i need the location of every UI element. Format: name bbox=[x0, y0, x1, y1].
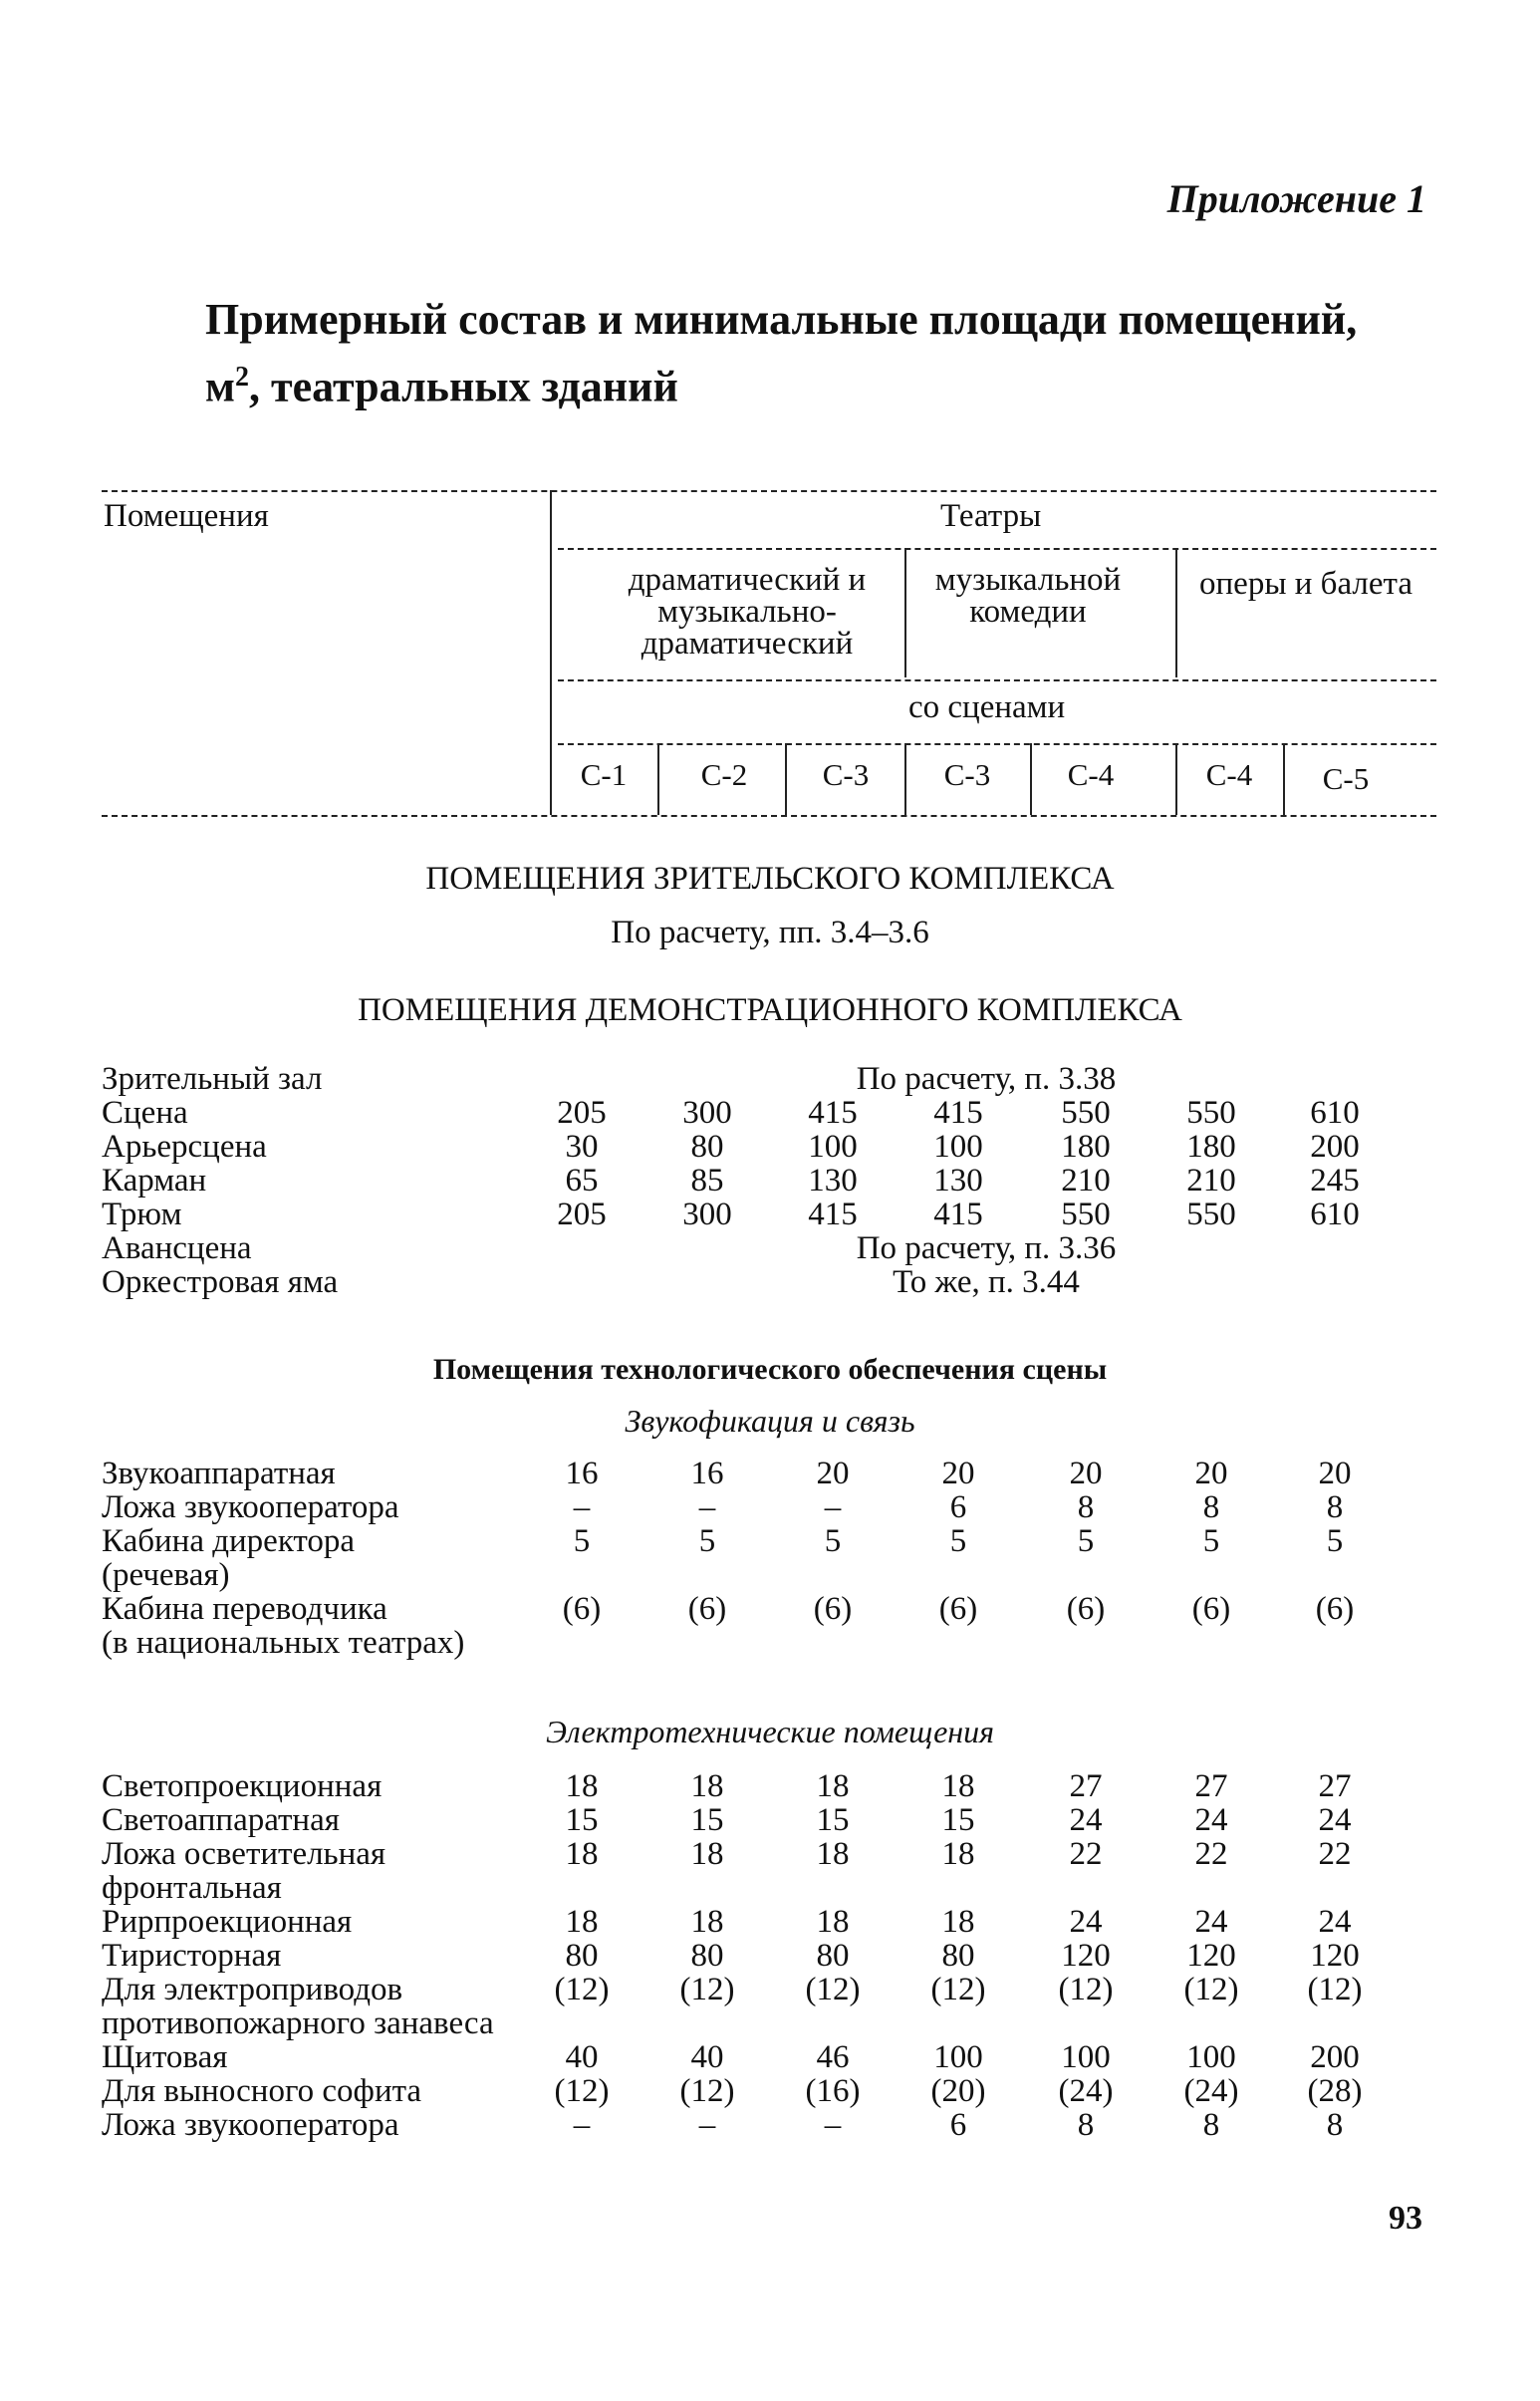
stage-label: С-2 bbox=[700, 757, 748, 792]
header-musical: музыкальной комедии bbox=[934, 562, 1122, 630]
table-cell: 20 bbox=[1194, 1456, 1228, 1491]
table-cell: 18 bbox=[816, 1904, 850, 1940]
table-cell: (24) bbox=[1183, 2073, 1239, 2109]
stage-divider-6 bbox=[1283, 743, 1285, 815]
table-cell: 18 bbox=[690, 1904, 724, 1940]
row-label: Для выносного софита bbox=[102, 2073, 422, 2109]
table-cell: 85 bbox=[690, 1163, 724, 1199]
table-cell: 200 bbox=[1310, 2039, 1360, 2075]
row-label: Светоаппаратная bbox=[102, 1802, 340, 1838]
table-cell: 18 bbox=[941, 1904, 975, 1940]
table-cell: (6) bbox=[687, 1591, 727, 1627]
row-label: Арьерсцена bbox=[102, 1129, 267, 1165]
table-row bbox=[0, 1939, 1540, 1973]
table-row bbox=[0, 1523, 1540, 1593]
table-cell: 100 bbox=[808, 1129, 858, 1165]
table-cell: 5 bbox=[573, 1523, 591, 1559]
table-cell: 6 bbox=[949, 1489, 967, 1525]
table-cell: 130 bbox=[933, 1163, 983, 1199]
stage-label: С-5 bbox=[1322, 761, 1370, 796]
table-cell: 550 bbox=[1186, 1197, 1236, 1232]
row-note: По расчету, п. 3.38 bbox=[856, 1061, 1117, 1097]
table-cell: 80 bbox=[941, 1938, 975, 1974]
row-label: Щитовая bbox=[102, 2039, 228, 2075]
table-cell: 27 bbox=[1069, 1768, 1103, 1804]
table-cell: 5 bbox=[949, 1523, 967, 1559]
header-divider-drama bbox=[904, 548, 906, 677]
header-drama: драматический и музыкально-драматический bbox=[628, 562, 867, 662]
header-rooms: Помещения bbox=[104, 498, 269, 534]
table-row bbox=[0, 1198, 1540, 1231]
table-cell: 15 bbox=[941, 1802, 975, 1838]
table-row bbox=[0, 1836, 1540, 1906]
table-cell: 24 bbox=[1318, 1904, 1352, 1940]
table-cell: 80 bbox=[690, 1938, 724, 1974]
row-label: Ложа осветительная bbox=[102, 1836, 386, 1872]
table-cell: 8 bbox=[1077, 2107, 1095, 2143]
header-rule-2 bbox=[558, 548, 1436, 550]
title-line-2-prefix: м bbox=[205, 362, 235, 411]
row-label: Для электроприводов bbox=[102, 1972, 403, 2007]
row-label: Карман bbox=[102, 1163, 207, 1199]
table-cell: 210 bbox=[1186, 1163, 1236, 1199]
header-opera: оперы и балета bbox=[1199, 566, 1412, 602]
table-cell: 18 bbox=[565, 1836, 599, 1872]
row-label: Зрительный зал bbox=[102, 1061, 323, 1097]
table-cell: (6) bbox=[1066, 1591, 1106, 1627]
table-cell: 16 bbox=[690, 1456, 724, 1491]
row-label-continued: (речевая) bbox=[102, 1557, 230, 1593]
table-cell: 22 bbox=[1069, 1836, 1103, 1872]
title-line-1: Примерный состав и минимальные площади помещений, bbox=[205, 295, 1358, 344]
table-cell: (6) bbox=[938, 1591, 978, 1627]
header-rule-3 bbox=[558, 679, 1436, 681]
row-label: Ложа звукооператора bbox=[102, 2107, 399, 2143]
table-cell: (12) bbox=[930, 1972, 986, 2007]
table-row bbox=[0, 1591, 1540, 1661]
table-cell: 15 bbox=[816, 1802, 850, 1838]
table-row bbox=[0, 2108, 1540, 2142]
table-cell: 20 bbox=[941, 1456, 975, 1491]
table-row bbox=[0, 2040, 1540, 2074]
table-cell: (28) bbox=[1307, 2073, 1363, 2109]
table-cell: – bbox=[824, 1489, 842, 1525]
table-cell: (12) bbox=[679, 2073, 735, 2109]
page-number: 93 bbox=[1389, 2200, 1422, 2237]
table-cell: (12) bbox=[554, 1972, 610, 2007]
table-row bbox=[0, 1457, 1540, 1490]
table-cell: 18 bbox=[816, 1836, 850, 1872]
header-theaters: Театры bbox=[940, 498, 1042, 534]
table-cell: 18 bbox=[565, 1768, 599, 1804]
table-cell: 46 bbox=[816, 2039, 850, 2075]
table-cell: 18 bbox=[816, 1768, 850, 1804]
stage-divider-2 bbox=[785, 743, 787, 815]
table-cell: 15 bbox=[690, 1802, 724, 1838]
table-cell: 20 bbox=[816, 1456, 850, 1491]
header-with-stages: со сценами bbox=[908, 689, 1066, 725]
table-cell: 200 bbox=[1310, 1129, 1360, 1165]
table-cell: 120 bbox=[1186, 1938, 1236, 1974]
table-row bbox=[0, 1803, 1540, 1837]
row-label-continued: противопожарного занавеса bbox=[102, 2005, 494, 2041]
stage-divider-1 bbox=[657, 743, 659, 815]
table-cell: 6 bbox=[949, 2107, 967, 2143]
section-audience-note: По расчету, пп. 3.4–3.6 bbox=[611, 915, 929, 950]
row-label: Звукоаппаратная bbox=[102, 1456, 336, 1491]
table-cell: 24 bbox=[1069, 1904, 1103, 1940]
table-cell: 16 bbox=[565, 1456, 599, 1491]
subsection-electro: Электротехнические помещения bbox=[545, 1714, 995, 1749]
table-cell: 550 bbox=[1061, 1095, 1111, 1131]
table-cell: (12) bbox=[679, 1972, 735, 2007]
section-tech: Помещения технологического обеспечения сцены bbox=[432, 1353, 1108, 1386]
table-cell: – bbox=[573, 2107, 591, 2143]
table-cell: (12) bbox=[554, 2073, 610, 2109]
table-cell: 80 bbox=[816, 1938, 850, 1974]
page-title bbox=[205, 291, 1440, 416]
table-cell: (6) bbox=[1191, 1591, 1231, 1627]
table-row bbox=[0, 1231, 1540, 1265]
table-cell: 100 bbox=[1061, 2039, 1111, 2075]
table-cell: 120 bbox=[1310, 1938, 1360, 1974]
table-cell: (12) bbox=[1183, 1972, 1239, 2007]
table-cell: 300 bbox=[682, 1197, 732, 1232]
table-cell: 610 bbox=[1310, 1197, 1360, 1232]
table-cell: 8 bbox=[1326, 1489, 1344, 1525]
title-superscript: 2 bbox=[234, 362, 249, 393]
table-row bbox=[0, 1062, 1540, 1096]
row-label: Светопроекционная bbox=[102, 1768, 383, 1804]
row-note: По расчету, п. 3.36 bbox=[856, 1230, 1117, 1266]
table-row bbox=[0, 1905, 1540, 1939]
table-row bbox=[0, 1490, 1540, 1524]
table-cell: 65 bbox=[565, 1163, 599, 1199]
header-top-rule bbox=[102, 490, 1436, 492]
table-cell: 550 bbox=[1186, 1095, 1236, 1131]
table-cell: 40 bbox=[690, 2039, 724, 2075]
table-row bbox=[0, 2074, 1540, 2108]
table-cell: (6) bbox=[562, 1591, 602, 1627]
table-cell: 415 bbox=[808, 1197, 858, 1232]
table-cell: 415 bbox=[808, 1095, 858, 1131]
table-cell: 100 bbox=[933, 2039, 983, 2075]
table-row bbox=[0, 1769, 1540, 1803]
table-cell: (12) bbox=[805, 1972, 861, 2007]
row-label-continued: (в национальных театрах) bbox=[102, 1625, 465, 1661]
table-cell: 210 bbox=[1061, 1163, 1111, 1199]
row-note: То же, п. 3.44 bbox=[893, 1264, 1080, 1300]
table-cell: 610 bbox=[1310, 1095, 1360, 1131]
table-cell: 20 bbox=[1318, 1456, 1352, 1491]
table-cell: 180 bbox=[1186, 1129, 1236, 1165]
table-cell: 27 bbox=[1318, 1768, 1352, 1804]
row-label: Трюм bbox=[102, 1197, 182, 1232]
table-cell: 100 bbox=[933, 1129, 983, 1165]
table-cell: 18 bbox=[690, 1836, 724, 1872]
table-cell: 40 bbox=[565, 2039, 599, 2075]
table-cell: – bbox=[824, 2107, 842, 2143]
table-cell: 80 bbox=[690, 1129, 724, 1165]
table-cell: (12) bbox=[1307, 1972, 1363, 2007]
table-cell: 18 bbox=[690, 1768, 724, 1804]
table-row bbox=[0, 1130, 1540, 1164]
title-line-2-rest: , театральных зданий bbox=[248, 362, 678, 411]
table-cell: 245 bbox=[1310, 1163, 1360, 1199]
table-cell: 5 bbox=[1326, 1523, 1344, 1559]
table-cell: 24 bbox=[1318, 1802, 1352, 1838]
table-cell: 27 bbox=[1194, 1768, 1228, 1804]
table-row bbox=[0, 1972, 1540, 2041]
stage-label: С-4 bbox=[1067, 757, 1115, 792]
header-divider-musical bbox=[1175, 548, 1177, 677]
table-cell: 205 bbox=[557, 1095, 607, 1131]
table-cell: 205 bbox=[557, 1197, 607, 1232]
table-cell: 22 bbox=[1194, 1836, 1228, 1872]
stage-divider-3 bbox=[904, 743, 906, 815]
table-cell: 5 bbox=[824, 1523, 842, 1559]
row-label: Сцена bbox=[102, 1095, 188, 1131]
row-label: Тиристорная bbox=[102, 1938, 282, 1974]
table-cell: (24) bbox=[1058, 2073, 1114, 2109]
table-cell: 415 bbox=[933, 1095, 983, 1131]
table-cell: 18 bbox=[941, 1768, 975, 1804]
row-label: Кабина переводчика bbox=[102, 1591, 387, 1627]
table-cell: 5 bbox=[698, 1523, 716, 1559]
table-cell: 180 bbox=[1061, 1129, 1111, 1165]
table-cell: (16) bbox=[805, 2073, 861, 2109]
table-cell: 80 bbox=[565, 1938, 599, 1974]
table-cell: 120 bbox=[1061, 1938, 1111, 1974]
stage-label: С-3 bbox=[943, 757, 991, 792]
table-cell: 130 bbox=[808, 1163, 858, 1199]
table-cell: (6) bbox=[813, 1591, 853, 1627]
subsection-sound: Звукофикация и связь bbox=[625, 1403, 915, 1439]
row-label: Рирпроекционная bbox=[102, 1904, 353, 1940]
section-demo: ПОМЕЩЕНИЯ ДЕМОНСТРАЦИОННОГО КОМПЛЕКСА bbox=[358, 992, 1182, 1028]
table-cell: 8 bbox=[1326, 2107, 1344, 2143]
table-cell: 15 bbox=[565, 1802, 599, 1838]
stage-label: С-1 bbox=[580, 757, 628, 792]
section-audience: ПОМЕЩЕНИЯ ЗРИТЕЛЬСКОГО КОМПЛЕКСА bbox=[425, 861, 1115, 897]
table-cell: 8 bbox=[1077, 1489, 1095, 1525]
header-bottom-rule bbox=[102, 815, 1436, 817]
row-label: Оркестровая яма bbox=[102, 1264, 339, 1300]
appendix-label: Приложение 1 bbox=[1166, 176, 1426, 221]
table-cell: 5 bbox=[1077, 1523, 1095, 1559]
table-cell: – bbox=[698, 1489, 716, 1525]
header-rule-4 bbox=[558, 743, 1436, 745]
table-row bbox=[0, 1265, 1540, 1299]
stage-label: С-4 bbox=[1205, 757, 1253, 792]
table-cell: 5 bbox=[1202, 1523, 1220, 1559]
stage-divider-5 bbox=[1175, 743, 1177, 815]
table-cell: 18 bbox=[565, 1904, 599, 1940]
table-cell: – bbox=[698, 2107, 716, 2143]
table-cell: 415 bbox=[933, 1197, 983, 1232]
table-cell: 30 bbox=[565, 1129, 599, 1165]
row-label-continued: фронтальная bbox=[102, 1870, 282, 1906]
table-row bbox=[0, 1096, 1540, 1130]
table-cell: 300 bbox=[682, 1095, 732, 1131]
table-cell: 8 bbox=[1202, 1489, 1220, 1525]
table-cell: – bbox=[573, 1489, 591, 1525]
table-cell: 550 bbox=[1061, 1197, 1111, 1232]
table-cell: 24 bbox=[1194, 1802, 1228, 1838]
table-cell: 20 bbox=[1069, 1456, 1103, 1491]
table-cell: (20) bbox=[930, 2073, 986, 2109]
table-cell: 24 bbox=[1069, 1802, 1103, 1838]
stage-divider-4 bbox=[1030, 743, 1032, 815]
table-row bbox=[0, 1164, 1540, 1198]
stage-label: С-3 bbox=[822, 757, 870, 792]
row-label: Ложа звукооператора bbox=[102, 1489, 399, 1525]
row-label: Кабина директора bbox=[102, 1523, 356, 1559]
table-cell: 18 bbox=[941, 1836, 975, 1872]
header-main-divider bbox=[550, 490, 552, 815]
table-cell: 100 bbox=[1186, 2039, 1236, 2075]
row-label: Авансцена bbox=[102, 1230, 252, 1266]
table-cell: (6) bbox=[1315, 1591, 1355, 1627]
table-cell: 24 bbox=[1194, 1904, 1228, 1940]
table-cell: (12) bbox=[1058, 1972, 1114, 2007]
table-cell: 22 bbox=[1318, 1836, 1352, 1872]
table-cell: 8 bbox=[1202, 2107, 1220, 2143]
